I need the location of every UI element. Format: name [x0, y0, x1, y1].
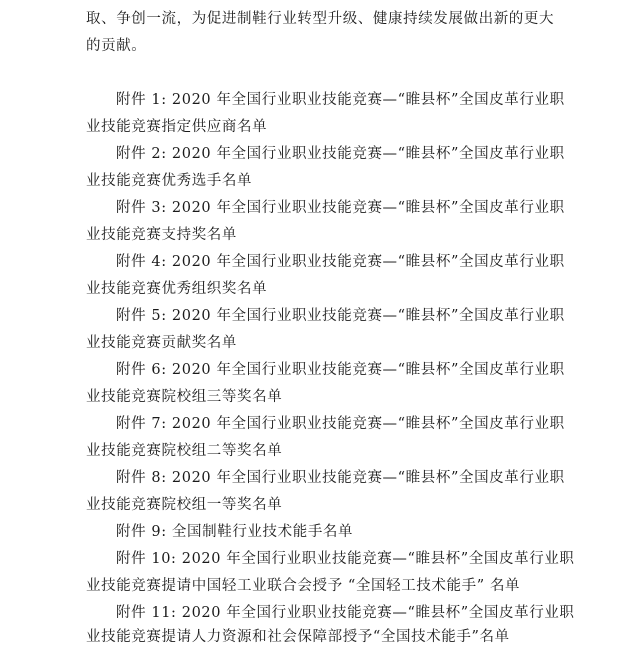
intro-line-1: 取、争创一流，为促进制鞋行业转型升级、健康持续发展做出新的更大 — [86, 11, 555, 27]
attachment-7-line-1: 附件 7: 2020 年全国行业职业技能竞赛—“睢县杯”全国皮革行业职 — [116, 416, 565, 432]
attachment-5-line-2: 业技能竞赛贡献奖名单 — [86, 335, 237, 351]
attachment-9-line-1: 附件 9: 全国制鞋行业技术能手名单 — [116, 524, 354, 540]
attachment-2-line-1: 附件 2: 2020 年全国行业职业技能竞赛—“睢县杯”全国皮革行业职 — [116, 146, 565, 162]
attachment-2-line-2: 业技能竞赛优秀选手名单 — [86, 173, 253, 189]
attachment-1-line-1: 附件 1: 2020 年全国行业职业技能竞赛—“睢县杯”全国皮革行业职 — [116, 92, 565, 108]
attachment-6-line-2: 业技能竞赛院校组三等奖名单 — [86, 389, 283, 405]
attachment-6-line-1: 附件 6: 2020 年全国行业职业技能竞赛—“睢县杯”全国皮革行业职 — [116, 362, 565, 378]
attachment-3-line-2: 业技能竞赛支持奖名单 — [86, 227, 237, 243]
attachment-10-line-2: 业技能竞赛提请中国轻工业联合会授予 “全国轻工技术能手” 名单 — [86, 578, 521, 594]
attachment-1-line-2: 业技能竞赛指定供应商名单 — [86, 119, 268, 135]
attachment-3-line-1: 附件 3: 2020 年全国行业职业技能竞赛—“睢县杯”全国皮革行业职 — [116, 200, 565, 216]
attachment-7-line-2: 业技能竞赛院校组二等奖名单 — [86, 443, 283, 459]
attachment-10-line-1: 附件 10: 2020 年全国行业职业技能竞赛—“睢县杯”全国皮革行业职 — [116, 551, 575, 567]
attachment-11-line-1: 附件 11: 2020 年全国行业职业技能竞赛—“睢县杯”全国皮革行业职 — [116, 605, 575, 621]
attachment-8-line-1: 附件 8: 2020 年全国行业职业技能竞赛—“睢县杯”全国皮革行业职 — [116, 470, 565, 486]
attachment-4-line-2: 业技能竞赛优秀组织奖名单 — [86, 281, 268, 297]
intro-line-2: 的贡献。 — [86, 38, 147, 54]
attachment-8-line-2: 业技能竞赛院校组一等奖名单 — [86, 497, 283, 513]
attachment-4-line-1: 附件 4: 2020 年全国行业职业技能竞赛—“睢县杯”全国皮革行业职 — [116, 254, 565, 270]
attachment-11-line-2: 业技能竞赛提请人力资源和社会保障部授予“全国技术能手”名单 — [86, 629, 510, 645]
attachment-5-line-1: 附件 5: 2020 年全国行业职业技能竞赛—“睢县杯”全国皮革行业职 — [116, 308, 565, 324]
